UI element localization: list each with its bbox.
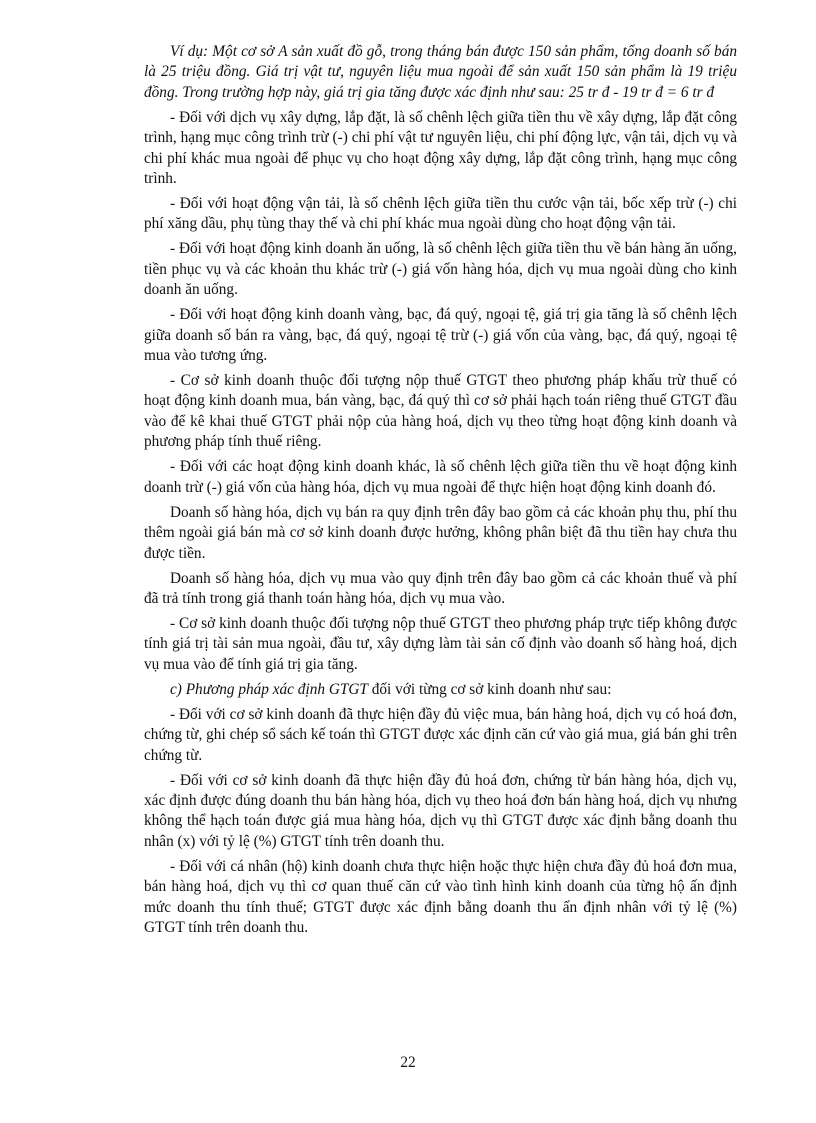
heading-c	[144, 680, 737, 700]
paragraph-food-service: - Đối với hoạt động kinh doanh ăn uống, là số chênh lệch giữa tiền thu về bán hàng ăn uống, tiền phục vụ và các khoản thu khác trừ (-) giá vốn hàng hóa, dịch vụ mua ngoài dùng cho kinh doanh ăn uống.	[144, 240, 737, 299]
paragraph-household: - Đối với cá nhân (hộ) kinh doanh chưa thực hiện hoặc thực hiện chưa đầy đủ hoá đơn mua, bán hàng hoá, dịch vụ thì cơ quan thuế căn cứ vào tình hình kinh doanh của từng hộ ấn định mức doanh thu tính thuế; GTGT được xác định bằng doanh thu ấn định nhân với tỷ lệ (%) GTGT tính trên doanh thu.	[144, 857, 737, 936]
paragraph-transport: - Đối với hoạt động vận tải, là số chênh lệch giữa tiền thu cước vận tải, bốc xếp trừ (-) chi phí xăng dầu, phụ tùng thay thế và chi phí khác mua ngoài dùng cho hoạt động vận tải.	[144, 195, 737, 233]
paragraph-full-records: - Đối với cơ sở kinh doanh đã thực hiện đầy đủ việc mua, bán hàng hoá, dịch vụ có hoá đơn, chứng từ, ghi chép sổ sách kế toán thì GTGT được xác định căn cứ vào giá mua, giá bán ghi trên chứng từ.	[144, 705, 737, 764]
paragraph-sales-revenue: Doanh số hàng hóa, dịch vụ bán ra quy định trên đây bao gồm cả các khoản phụ thu, phí thu thêm ngoài giá bán mà cơ sở kinh doanh được hưởng, không phân biệt đã thu tiền hay chưa thu được tiền.	[144, 503, 737, 562]
page-number: 22	[400, 1054, 416, 1071]
paragraph-deduction-method: - Cơ sở kinh doanh thuộc đối tượng nộp thuế GTGT theo phương pháp khấu trừ thuế có hoạt động kinh doanh mua, bán vàng, bạc, đá quý thì cơ sở phải hạch toán riêng thuế GTGT đầu vào để kê khai thuế GTGT phải nộp của hàng hoá, dịch vụ theo từng hoạt động kinh doanh và phương pháp tính thuế riêng.	[144, 372, 737, 451]
heading-c-rest: đối với từng cơ sở kinh doanh như sau:	[367, 680, 612, 698]
paragraph-gold-currency: - Đối với hoạt động kinh doanh vàng, bạc, đá quý, ngoại tệ, giá trị gia tăng là số chênh lệch giữa doanh số bán ra vàng, bạc, đá quý, ngoại tệ trừ (-) giá vốn của vàng, bạc, đá quý, ngoại tệ mua vào tương ứng.	[144, 306, 737, 365]
document-body	[144, 42, 737, 943]
paragraph-purchase-revenue: Doanh số hàng hóa, dịch vụ mua vào quy định trên đây bao gồm cả các khoản thuế và phí đã trả tính trong giá thanh toán hàng hóa, dịch vụ mua vào.	[144, 569, 737, 607]
paragraph-other-business: - Đối với các hoạt động kinh doanh khác, là số chênh lệch giữa tiền thu về hoạt động kinh doanh trừ (-) giá vốn của hàng hóa, dịch vụ mua ngoài để thực hiện hoạt động kinh doanh đó.	[144, 458, 737, 496]
paragraph-construction: - Đối với dịch vụ xây dựng, lắp đặt, là số chênh lệch giữa tiền thu về xây dựng, lắp đặt công trình, hạng mục công trình trừ (-) chi phí vật tư nguyên liệu, chi phí động lực, vận tải, dịch vụ và chi phí khác mua ngoài để phục vụ cho hoạt động xây dựng, lắp đặt công trình, hạng mục công trình.	[144, 108, 737, 188]
paragraph-direct-method: - Cơ sở kinh doanh thuộc đối tượng nộp thuế GTGT theo phương pháp trực tiếp không được tính giá trị tài sản mua ngoài, đầu tư, xây dựng làm tài sản cố định vào doanh số hàng hoá, dịch vụ mua vào để tính giá trị gia tăng.	[144, 614, 737, 673]
example-paragraph: Ví dụ: Một cơ sở A sản xuất đồ gỗ, trong tháng bán được 150 sản phẩm, tổng doanh số bán là 25 triệu đồng. Giá trị vật tư, nguyên liệu mua ngoài để sản xuất 150 sản phẩm là 19 triệu đồng. Trong trường hợp này, giá trị gia tăng được xác định như sau: 25 tr đ - 19 tr đ = 6 tr đ	[144, 43, 737, 101]
heading-c-italic: c) Phương pháp xác định GTGT	[170, 680, 368, 698]
paragraph-partial-records: - Đối với cơ sở kinh doanh đã thực hiện đầy đủ hoá đơn, chứng từ bán hàng hóa, dịch vụ, xác định được đúng doanh thu bán hàng hóa, dịch vụ theo hoá đơn bán hàng hoá, dịch vụ nhưng không thể hạch toán được giá mua hàng hóa, dịch vụ thì GTGT được xác định bằng doanh thu nhân (x) với tỷ lệ (%) GTGT tính trên doanh thu.	[144, 771, 737, 850]
